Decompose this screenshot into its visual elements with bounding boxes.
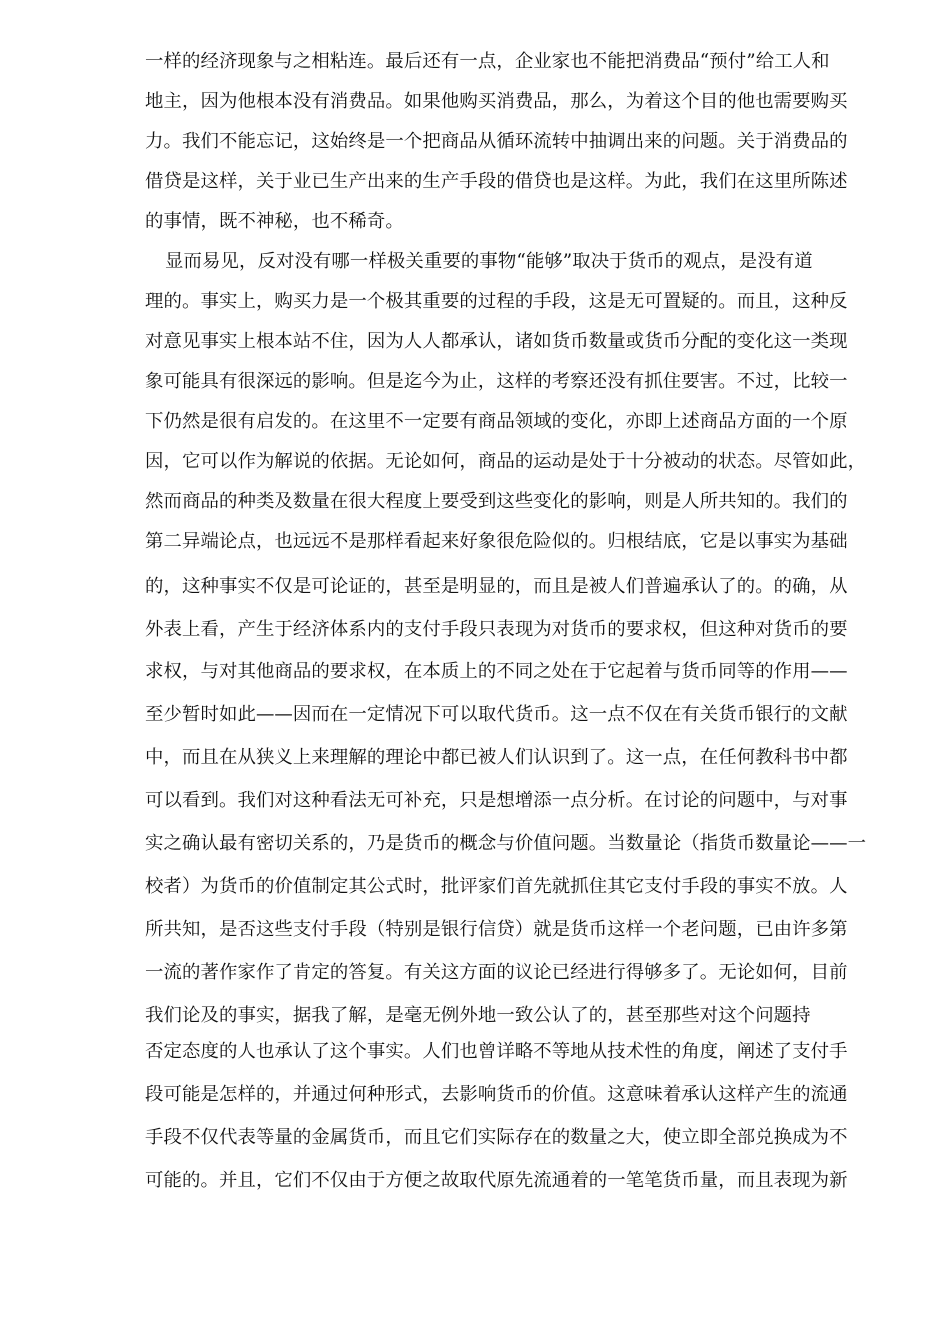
- text-line: 我们论及的事实，据我了解，是毫无例外地一致公认了的，甚至那些对这个问题持: [145, 1005, 811, 1026]
- text-line: 象可能具有很深远的影响。但是迄今为止，这样的考察还没有抓住要害。不过，比较一: [145, 371, 848, 392]
- text-line: 力。我们不能忘记，这始终是一个把商品从循环流转中抽调出来的问题。关于消费品的: [145, 131, 848, 152]
- text-line: 实之确认最有密切关系的，乃是货币的概念与价值问题。当数量论（指货币数量论——一: [145, 833, 867, 854]
- text-line: 外表上看，产生于经济体系内的支付手段只表现为对货币的要求权，但这种对货币的要: [145, 619, 848, 640]
- text-line: 然而商品的种类及数量在很大程度上要受到这些变化的影响，则是人所共知的。我们的: [145, 491, 848, 512]
- text-line: 中，而且在从狭义上来理解的理论中都已被人们认识到了。这一点，在任何教科书中都: [145, 747, 848, 768]
- text-line: 求权，与对其他商品的要求权，在本质上的不同之处在于它起着与货币同等的作用——: [145, 661, 848, 682]
- text-line: 可能的。并且，它们不仅由于方便之故取代原先流通着的一笔笔货币量，而且表现为新: [145, 1170, 848, 1191]
- text-line: 因，它可以作为解说的依据。无论如何，商品的运动是处于十分被动的状态。尽管如此，: [145, 451, 867, 472]
- text-line: 理的。事实上，购买力是一个极其重要的过程的手段，这是无可置疑的。而且，这种反: [145, 291, 848, 312]
- text-line: 校者）为货币的价值制定其公式时，批评家们首先就抓住其它支付手段的事实不放。人: [145, 876, 848, 897]
- paragraph-first-line: 显而易见，反对没有哪一样极关重要的事物“能够”取决于货币的观点，是没有道: [165, 251, 813, 272]
- text-line: 的事情，既不神秘，也不稀奇。: [145, 211, 404, 232]
- text-line: 所共知，是否这些支付手段（特别是银行信贷）就是货币这样一个老问题，已由许多第: [145, 919, 848, 940]
- text-line: 一流的著作家作了肯定的答复。有关这方面的议论已经进行得够多了。无论如何，目前: [145, 962, 848, 983]
- text-line: 对意见事实上根本站不住，因为人人都承认，诸如货币数量或货币分配的变化这一类现: [145, 331, 848, 352]
- text-line: 至少暂时如此——因而在一定情况下可以取代货币。这一点不仅在有关货币银行的文献: [145, 704, 848, 725]
- text-line: 第二异端论点，也远远不是那样看起来好象很危险似的。归根结底，它是以事实为基础: [145, 531, 848, 552]
- text-line: 可以看到。我们对这种看法无可补充，只是想增添一点分析。在讨论的问题中，与对事: [145, 790, 848, 811]
- text-line: 地主，因为他根本没有消费品。如果他购买消费品，那么，为着这个目的他也需要购买: [145, 91, 848, 112]
- text-line: 一样的经济现象与之相粘连。最后还有一点，企业家也不能把消费品“预付”给工人和: [145, 51, 830, 72]
- text-line: 下仍然是很有启发的。在这里不一定要有商品领域的变化，亦即上述商品方面的一个原: [145, 411, 848, 432]
- text-line: 否定态度的人也承认了这个事实。人们也曾详略不等地从技术性的角度，阐述了支付手: [145, 1041, 848, 1062]
- text-line: 借贷是这样，关于业已生产出来的生产手段的借贷也是这样。为此，我们在这里所陈述: [145, 171, 848, 192]
- text-line: 段可能是怎样的，并通过何种形式，去影响货币的价值。这意味着承认这样产生的流通: [145, 1084, 848, 1105]
- text-line: 的，这种事实不仅是可论证的，甚至是明显的，而且是被人们普遍承认了的。的确，从: [145, 576, 848, 597]
- text-line: 手段不仅代表等量的金属货币，而且它们实际存在的数量之大，使立即全部兑换成为不: [145, 1127, 848, 1148]
